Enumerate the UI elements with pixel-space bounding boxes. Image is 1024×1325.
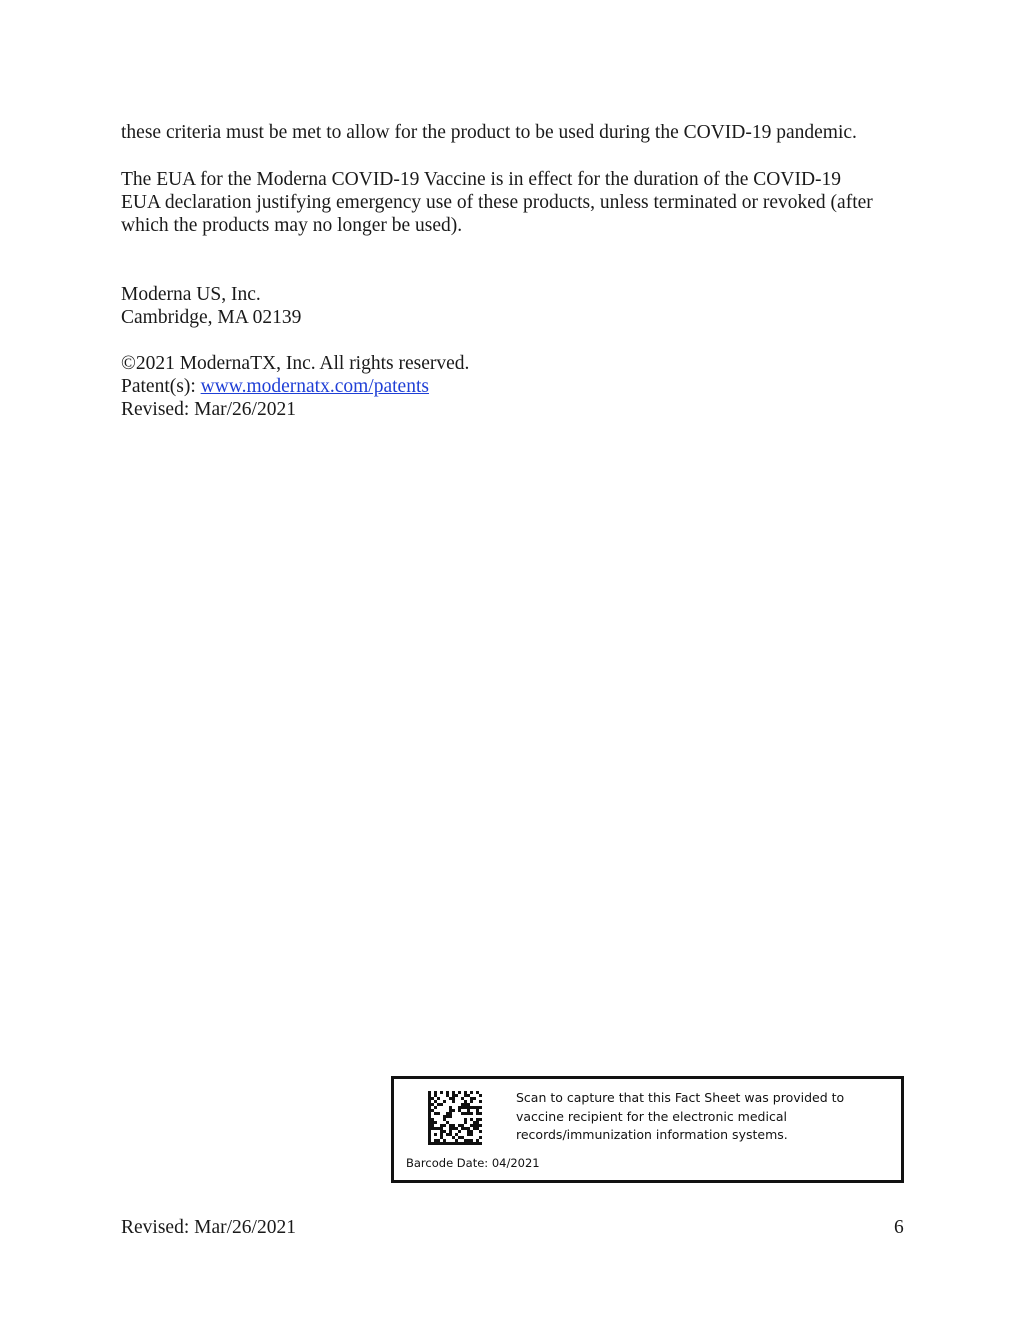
legal-block (121, 352, 911, 421)
page-number: 6 (894, 1217, 904, 1238)
2d-barcode-icon (428, 1091, 482, 1145)
barcode-date: Barcode Date: 04/2021 (406, 1156, 540, 1170)
patents-line (121, 375, 911, 398)
paragraph-line: which the products may no longer be used). (121, 215, 463, 236)
company-city: Cambridge, MA 02139 (121, 307, 302, 328)
paragraph-criteria: these criteria must be met to allow for the product to be used during the COVID-19 pandemic. (121, 122, 857, 143)
revised-date: Revised: Mar/26/2021 (121, 399, 296, 420)
paragraph-line: The EUA for the Moderna COVID-19 Vaccine is in effect for the duration of the COVID-19 (121, 169, 842, 190)
paragraph-eua-duration (121, 168, 911, 237)
scan-instructions: Scan to capture that this Fact Sheet was provided to vaccine recipient for the electronic medical records/immunization information systems. (516, 1090, 845, 1142)
patents-link[interactable]: www.modernatx.com/patents (200, 376, 429, 397)
copyright-text: ©2021 ModernaTX, Inc. All rights reserved. (121, 353, 470, 374)
footer-revised-date: Revised: Mar/26/2021 (121, 1217, 296, 1238)
company-address (121, 283, 911, 329)
paragraph-line: EUA declaration justifying emergency use of these products, unless terminated or revoked (after (121, 192, 873, 213)
company-name: Moderna US, Inc. (121, 284, 261, 305)
barcode-box (391, 1076, 904, 1183)
patents-label: Patent(s): (121, 376, 201, 397)
